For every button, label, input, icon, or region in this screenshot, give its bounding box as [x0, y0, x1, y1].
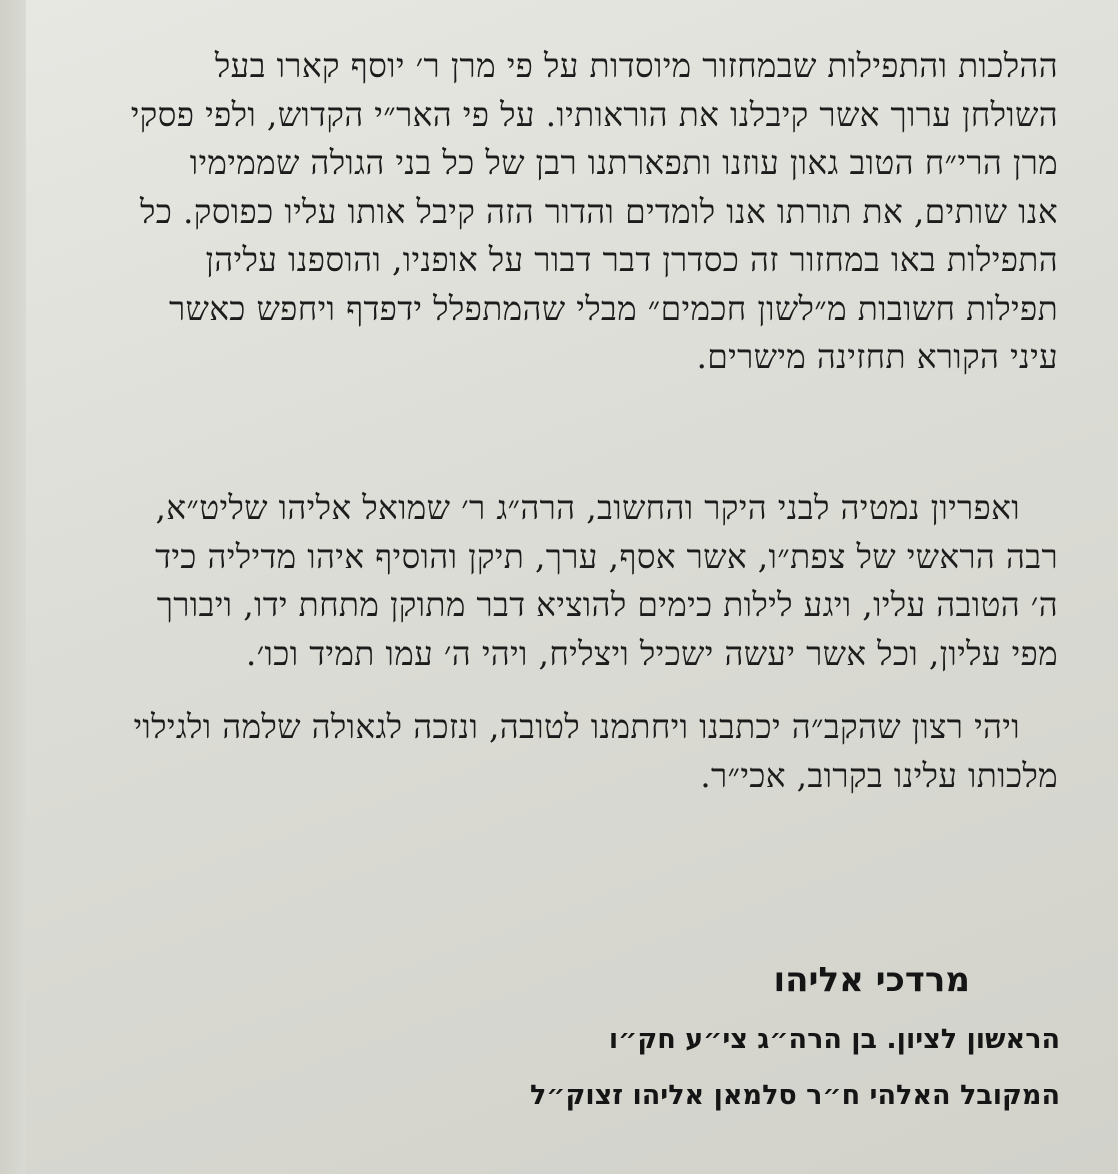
- paragraph-line: מלכותו עלינו בקרוב, אכי״ר.: [700, 755, 1058, 795]
- paragraph-line: אנו שותים, את תורתו אנו לומדים והדור הזה קיבל אותו עליו כפוסק. כל: [140, 191, 1058, 231]
- paragraph-line: תפילות חשובות מ״לשון חכמים״ מבלי שהמתפלל ידפדף ויחפש כאשר: [169, 288, 1058, 328]
- paragraph-sources: [58, 42, 1058, 382]
- paragraph-line: ויהי רצון שהקב״ה יכתבנו ויחתמנו לטובה, ונזכה לגאולה שלמה ולגילוי: [133, 707, 1020, 746]
- paragraph-blessing: [58, 703, 1058, 800]
- signature-lineage: המקובל האלהי ח״ר סלמאן אליהו זצוק״ל: [529, 1080, 1060, 1111]
- paragraph-line: עיני הקורא תחזינה מישרים.: [696, 337, 1058, 376]
- page-binding-edge: [0, 0, 26, 1174]
- signature-title: הראשון לציון. בן הרה״ג צי״ע חק״ו: [608, 1024, 1060, 1055]
- paragraph-line: השולחן ערוך אשר קיבלנו את הוראותיו. על פי האר״י הקדוש, ולפי פסקי: [130, 94, 1058, 134]
- paragraph-acknowledgement: [58, 484, 1058, 678]
- paragraph-line: מרן הרי״ח הטוב גאון עוזנו ותפארתנו רבן של כל בני הגולה שממימיו: [189, 143, 1058, 182]
- paragraph-line: התפילות באו במחזור זה כסדרן דבר דבור על אופניו, והוספנו עליהן: [205, 240, 1058, 279]
- paragraph-line: ה׳ הטובה עליו, ויגע לילות כימים להוציא דבר מתוקן מתחת ידו, ויבורך: [156, 585, 1058, 624]
- paragraph-line: מפי עליון, וכל אשר יעשה ישכיל ויצליח, ויהי ה׳ עמו תמיד וכו׳.: [245, 633, 1058, 673]
- paragraph-line: ואפריון נמטיה לבני היקר והחשוב, הרה״ג ר׳ שמואל אליהו שליט״א,: [155, 488, 1020, 527]
- paragraph-line: רבה הראשי של צפת״ו, אשר אסף, ערך, תיקן והוסיף איהו מדיליה כיד: [155, 536, 1058, 576]
- paragraph-line: ההלכות והתפילות שבמחזור מיוסדות על פי מרן ר׳ יוסף קארו בעל: [214, 46, 1058, 85]
- signature-name: מרדכי אליהו: [773, 960, 970, 1000]
